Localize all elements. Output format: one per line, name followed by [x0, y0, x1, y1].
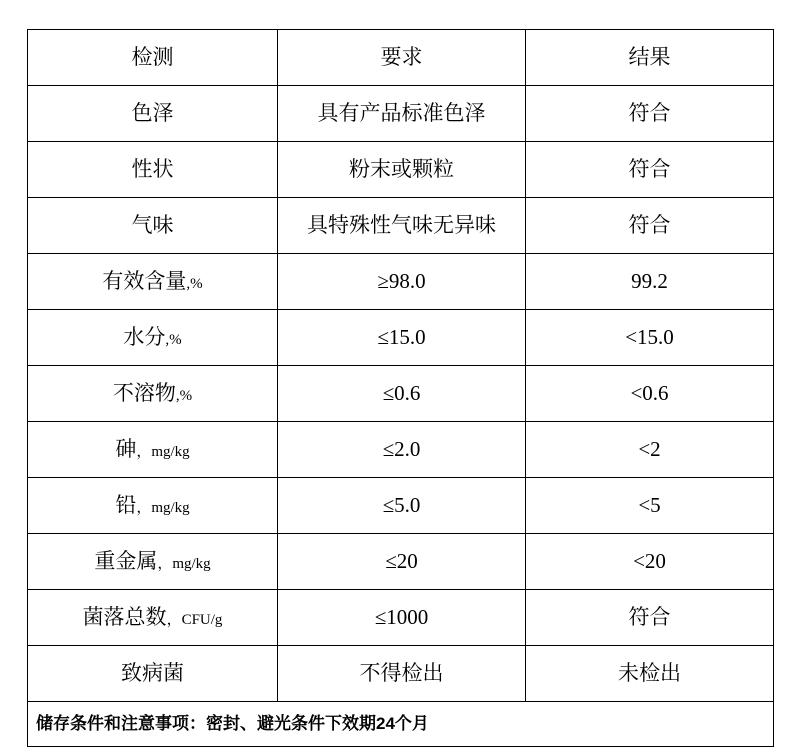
table-row: [28, 646, 774, 702]
cell-requirement: 具特殊性气味无异味: [278, 198, 526, 254]
cell-requirement: ≤0.6: [278, 366, 526, 422]
cell-item: [28, 366, 278, 422]
table-row: [28, 254, 774, 310]
cell-item: [28, 198, 278, 254]
cell-item: [28, 86, 278, 142]
cell-requirement: 不得检出: [278, 646, 526, 702]
item-name: 致病菌: [121, 660, 184, 685]
table-row: [28, 86, 774, 142]
table-row: [28, 198, 774, 254]
item-name: 气味: [131, 212, 174, 237]
column-header-item: 检测: [28, 30, 278, 86]
table-row: [28, 422, 774, 478]
storage-note: 储存条件和注意事项：密封、避光条件下效期24个月: [36, 713, 429, 733]
item-name: 有效含量: [102, 268, 187, 293]
cell-item: [28, 478, 278, 534]
cell-requirement: 粉末或颗粒: [278, 142, 526, 198]
item-name: 性状: [131, 156, 174, 181]
cell-requirement: ≤1000: [278, 590, 526, 646]
cell-requirement: ≤20: [278, 534, 526, 590]
table-row: [28, 590, 774, 646]
cell-item: [28, 534, 278, 590]
storage-note-cell: [28, 702, 774, 747]
cell-result: 符合: [526, 590, 774, 646]
cell-item: [28, 646, 278, 702]
column-header-requirement: 要求: [278, 30, 526, 86]
cell-requirement: ≥98.0: [278, 254, 526, 310]
cell-item: [28, 254, 278, 310]
item-name: 色泽: [131, 100, 174, 125]
specification-table: [27, 29, 774, 747]
cell-result: 符合: [526, 86, 774, 142]
column-header-result: 结果: [526, 30, 774, 86]
item-unit: ，mg/kg: [157, 555, 211, 572]
table-row: [28, 310, 774, 366]
table-row: [28, 534, 774, 590]
table-footer-row: [28, 702, 774, 747]
cell-item: [28, 310, 278, 366]
cell-result: <2: [526, 422, 774, 478]
cell-item: [28, 590, 278, 646]
item-unit: ,%: [165, 331, 182, 348]
cell-requirement: ≤15.0: [278, 310, 526, 366]
cell-result: <0.6: [526, 366, 774, 422]
cell-item: [28, 422, 278, 478]
item-name: 水分: [123, 324, 166, 349]
item-unit: ,%: [175, 387, 193, 404]
item-name: 铅: [115, 492, 137, 517]
item-unit: ，CFU/g: [166, 611, 223, 628]
table-row: [28, 478, 774, 534]
table-row: [28, 366, 774, 422]
cell-requirement: 具有产品标准色泽: [278, 86, 526, 142]
table-body: [28, 30, 774, 747]
table-header-row: [28, 30, 774, 86]
cell-result: 符合: [526, 142, 774, 198]
table-row: [28, 142, 774, 198]
cell-result: <5: [526, 478, 774, 534]
item-name: 重金属: [94, 548, 158, 573]
item-unit: ，mg/kg: [136, 443, 190, 460]
cell-result: <15.0: [526, 310, 774, 366]
item-name: 菌落总数: [82, 604, 167, 629]
item-unit: ,%: [186, 275, 203, 292]
cell-result: <20: [526, 534, 774, 590]
cell-requirement: ≤5.0: [278, 478, 526, 534]
cell-result: 符合: [526, 198, 774, 254]
cell-item: [28, 142, 278, 198]
item-name: 砷: [115, 436, 137, 461]
cell-result: 未检出: [526, 646, 774, 702]
cell-result: 99.2: [526, 254, 774, 310]
cell-requirement: ≤2.0: [278, 422, 526, 478]
item-unit: ，mg/kg: [136, 499, 190, 516]
item-name: 不溶物: [112, 380, 176, 405]
